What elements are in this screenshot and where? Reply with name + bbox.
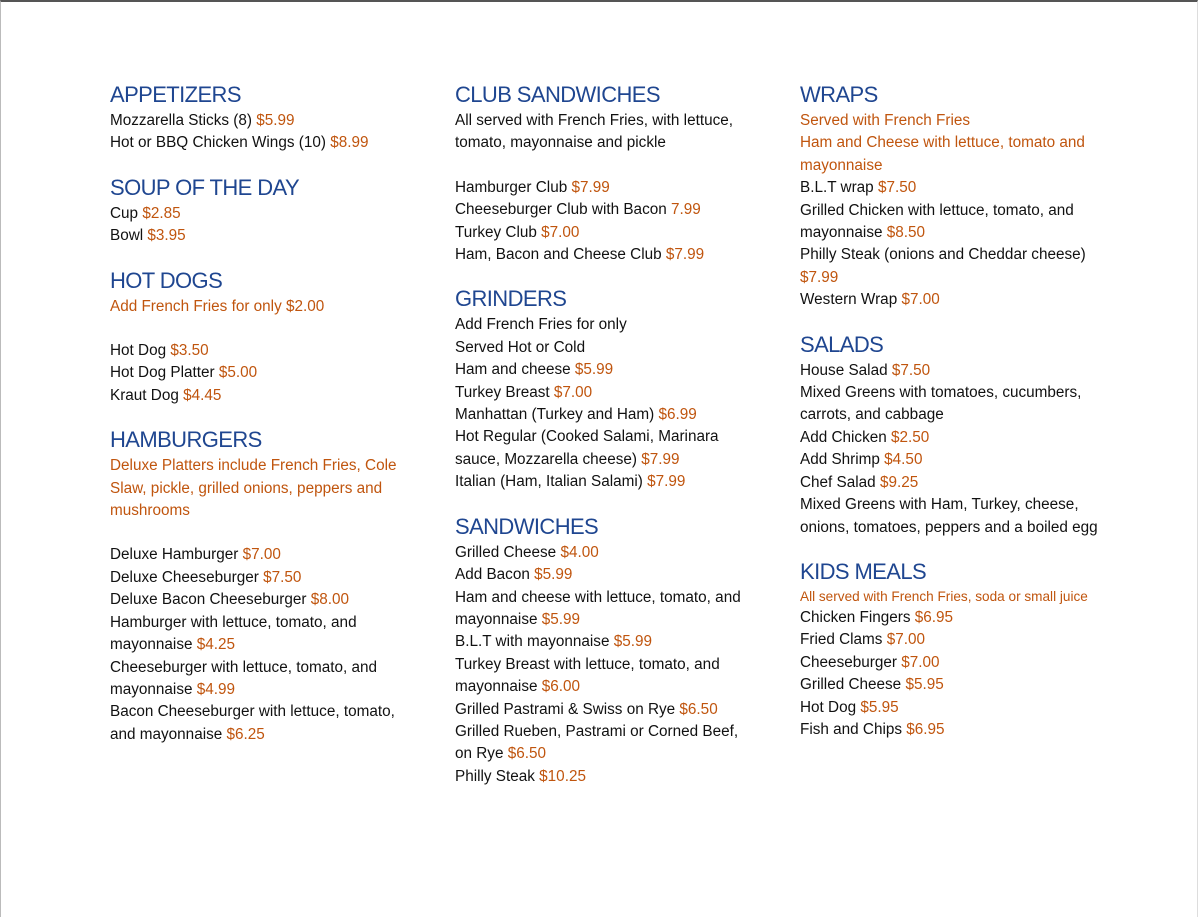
menu-section-salads [800, 332, 1100, 539]
menu-item [110, 340, 410, 362]
item-name: Add Shrimp [800, 451, 885, 469]
item-name: Cup [110, 204, 143, 222]
item-price: $6.00 [541, 678, 581, 696]
menu-item [800, 244, 1100, 289]
section-heading: CLUB SANDWICHES [455, 82, 660, 107]
section-heading: GRINDERS [455, 286, 567, 312]
menu-item [800, 177, 1100, 199]
section-heading: WRAPS [800, 82, 878, 107]
item-name: Kraut Dog [110, 386, 184, 404]
item-name: Mixed Greens with tomatoes, cucumbers, carrots, and cabbage [800, 384, 1082, 424]
item-price: $8.00 [310, 591, 349, 609]
menu-item [110, 132, 410, 154]
menu-item [800, 697, 1100, 719]
menu-item [800, 652, 1100, 674]
section-note: Served with French Fries [800, 112, 971, 129]
item-price: $6.50 [679, 700, 718, 718]
item-name: Deluxe Hamburger [110, 546, 243, 564]
item-name: Cheeseburger [800, 653, 902, 671]
item-name: Add French Fries for only [455, 316, 627, 334]
item-price: $7.50 [877, 179, 917, 197]
section-heading: HOT DOGS [110, 267, 223, 293]
item-price: $3.95 [147, 227, 186, 245]
item-name: Western Wrap [800, 291, 902, 309]
section-heading: SALADS [800, 331, 884, 357]
menu-item [455, 631, 755, 653]
menu-section-soup-of-the-day [110, 175, 410, 248]
item-name: Deluxe Bacon Cheeseburger [110, 591, 311, 609]
item-price: $6.99 [658, 406, 697, 424]
section-heading: KIDS MEALS [800, 558, 927, 584]
menu-section-hot-dogs [110, 268, 410, 408]
menu-section-grinders [455, 286, 755, 493]
item-price: $7.00 [886, 631, 925, 649]
menu-item [110, 657, 410, 702]
item-name: Grilled Cheese [800, 676, 906, 694]
item-price: $8.50 [886, 224, 926, 242]
item-name: Manhattan (Turkey and Ham) [455, 406, 659, 424]
item-name: Hot Dog [800, 698, 861, 716]
item-price: $7.00 [242, 546, 281, 564]
item-name: Grilled Cheese [455, 543, 561, 561]
section-heading: SOUP OF THE DAY [110, 174, 300, 200]
item-price: $7.99 [641, 450, 680, 468]
menu-item [455, 110, 755, 155]
section-heading: APPETIZERS [110, 82, 241, 107]
menu-section-appetizers [110, 82, 410, 155]
item-price: $5.99 [613, 633, 652, 651]
item-price: $4.25 [196, 636, 236, 654]
menu-item [800, 674, 1100, 696]
menu-item [800, 360, 1100, 382]
menu-item [110, 225, 410, 247]
item-price: 7.99 [670, 201, 701, 219]
item-name: Italian (Ham, Italian Salami) [455, 473, 648, 491]
menu-section-club-sandwiches [455, 82, 755, 266]
item-name: Philly Steak (onions and Cheddar cheese) [800, 246, 1086, 264]
menu-item [800, 427, 1100, 449]
item-price: $10.25 [539, 767, 586, 785]
menu-column-2 [455, 82, 755, 808]
section-note: Ham and Cheese with lettuce, tomato and mayonnaise [800, 134, 1085, 174]
section-heading: HAMBURGERS [110, 427, 262, 453]
item-price: $5.99 [541, 610, 581, 628]
menu-section-kids-meals [800, 559, 1100, 741]
item-name: Deluxe Cheeseburger [110, 568, 264, 586]
menu-item [455, 382, 755, 404]
item-name: Add Chicken [800, 428, 891, 446]
item-name: Chicken Fingers [800, 608, 915, 626]
item-price: $7.00 [901, 291, 940, 309]
menu-item [800, 629, 1100, 651]
item-price: $4.50 [884, 451, 923, 469]
menu-item [800, 200, 1100, 245]
menu-item [455, 564, 755, 586]
menu-item [455, 244, 755, 266]
menu-item [800, 494, 1100, 539]
item-price: $7.00 [901, 653, 940, 671]
item-name: B.L.T wrap [800, 179, 878, 197]
menu-item [800, 607, 1100, 629]
item-name: Add Bacon [455, 566, 535, 584]
item-price: $2.85 [142, 204, 181, 222]
menu-item [110, 385, 410, 407]
item-name: Hamburger with lettuce, tomato, and mayonnaise [110, 613, 357, 654]
item-price: $7.99 [665, 246, 705, 264]
item-name: House Salad [800, 361, 892, 379]
item-name: Fish and Chips [800, 720, 907, 738]
item-name: Mozzarella Sticks (8) [110, 112, 257, 129]
menu-item [455, 471, 755, 493]
item-price: $4.99 [196, 680, 236, 698]
menu-item [455, 314, 755, 336]
item-price: $5.95 [860, 698, 899, 716]
menu-item [455, 654, 755, 699]
menu-item [110, 362, 410, 384]
item-name: Turkey Breast [455, 383, 554, 401]
item-price: $5.00 [218, 364, 258, 382]
item-price: $6.50 [507, 745, 546, 763]
menu-item [455, 766, 755, 788]
item-price: $7.99 [647, 473, 686, 491]
item-price: $8.99 [330, 134, 369, 152]
menu-section-wraps [800, 82, 1100, 312]
menu-item [455, 359, 755, 381]
item-price: $7.00 [541, 223, 580, 241]
item-price: $9.25 [879, 473, 919, 491]
item-price: $5.99 [256, 112, 295, 129]
item-name: B.L.T with mayonnaise [455, 633, 614, 651]
spacer [110, 522, 410, 544]
section-heading: SANDWICHES [455, 513, 599, 539]
item-price: $5.99 [574, 361, 614, 379]
item-name: Ham and cheese with lettuce, tomato, and mayonnaise [455, 588, 741, 628]
item-name: Grilled Chicken with lettuce, tomato, and mayonnaise [800, 201, 1074, 242]
item-name: Hot Regular (Cooked Salami, Marinara sauce, Mozzarella cheese) [455, 428, 719, 468]
section-note: Add French Fries for only $2.00 [110, 297, 325, 315]
menu-item [110, 110, 410, 132]
item-price: $6.25 [226, 725, 265, 743]
menu-item [110, 589, 410, 611]
menu-item [110, 701, 410, 746]
spacer [110, 318, 410, 340]
item-price: $6.95 [914, 608, 954, 626]
menu-section-hamburgers [110, 427, 410, 746]
item-name: Fried Clams [800, 631, 887, 649]
section-note: All served with French Fries, soda or small juice [800, 588, 1088, 604]
menu-item [800, 289, 1100, 311]
menu-item [800, 719, 1100, 741]
menu-item [110, 612, 410, 657]
item-name: Philly Steak [455, 767, 540, 785]
menu-item [110, 203, 410, 225]
menu-column-1 [110, 82, 410, 766]
menu-item [110, 567, 410, 589]
item-name: All served with French Fries, with lettuce, tomato, mayonnaise and pickle [455, 112, 733, 152]
section-note: Deluxe Platters include French Fries, Cole Slaw, pickle, grilled onions, peppers and mushrooms [110, 457, 397, 520]
item-name: Hot Dog Platter [110, 364, 219, 382]
menu-item [455, 699, 755, 721]
menu-item [455, 404, 755, 426]
menu-item [800, 449, 1100, 471]
item-name: Cheeseburger with lettuce, tomato, and mayonnaise [110, 658, 378, 698]
item-price: $5.95 [905, 676, 944, 694]
menu-item [455, 177, 755, 199]
item-name: Grilled Pastrami & Swiss on Rye [455, 700, 680, 718]
item-price: $4.45 [183, 386, 222, 404]
item-price: $7.99 [800, 268, 839, 286]
item-price: $7.50 [263, 568, 302, 586]
item-name: Chef Salad [800, 473, 880, 491]
item-name: Hot or BBQ Chicken Wings (10) [110, 134, 331, 152]
item-name: Served Hot or Cold [455, 338, 586, 356]
item-name: Hot Dog [110, 342, 171, 360]
menu-item [455, 721, 755, 766]
menu-item [455, 222, 755, 244]
item-price: $7.99 [571, 178, 610, 196]
menu-item [455, 426, 755, 471]
item-price: $5.99 [534, 566, 573, 584]
menu-item [110, 544, 410, 566]
menu-item [455, 587, 755, 632]
menu-item [455, 337, 755, 359]
item-name: Ham, Bacon and Cheese Club [455, 246, 666, 264]
spacer [455, 155, 755, 177]
menu-item [455, 542, 755, 564]
item-name: Turkey Club [455, 223, 542, 241]
item-name: Grilled Rueben, Pastrami or Corned Beef, on Rye [455, 722, 739, 763]
item-price: $3.50 [170, 342, 209, 360]
item-name: Mixed Greens with Ham, Turkey, cheese, onions, tomatoes, peppers and a boiled egg [800, 496, 1098, 536]
menu-section-sandwiches [455, 514, 755, 788]
item-price: $4.00 [560, 543, 599, 561]
item-price: $6.95 [906, 720, 945, 738]
item-name: Hamburger Club [455, 178, 572, 196]
item-price: $7.00 [553, 383, 593, 401]
item-name: Bowl [110, 227, 148, 245]
item-name: Ham and cheese [455, 361, 575, 379]
menu-item [800, 472, 1100, 494]
item-price: $7.50 [891, 361, 931, 379]
menu-item [455, 199, 755, 221]
item-name: Bacon Cheeseburger with lettuce, tomato, and mayonnaise [110, 703, 395, 743]
menu-item [800, 382, 1100, 427]
item-name: Cheeseburger Club with Bacon [455, 201, 671, 219]
item-name: Turkey Breast with lettuce, tomato, and mayonnaise [455, 655, 720, 696]
menu-column-3 [800, 82, 1100, 761]
item-price: $2.50 [890, 428, 930, 446]
